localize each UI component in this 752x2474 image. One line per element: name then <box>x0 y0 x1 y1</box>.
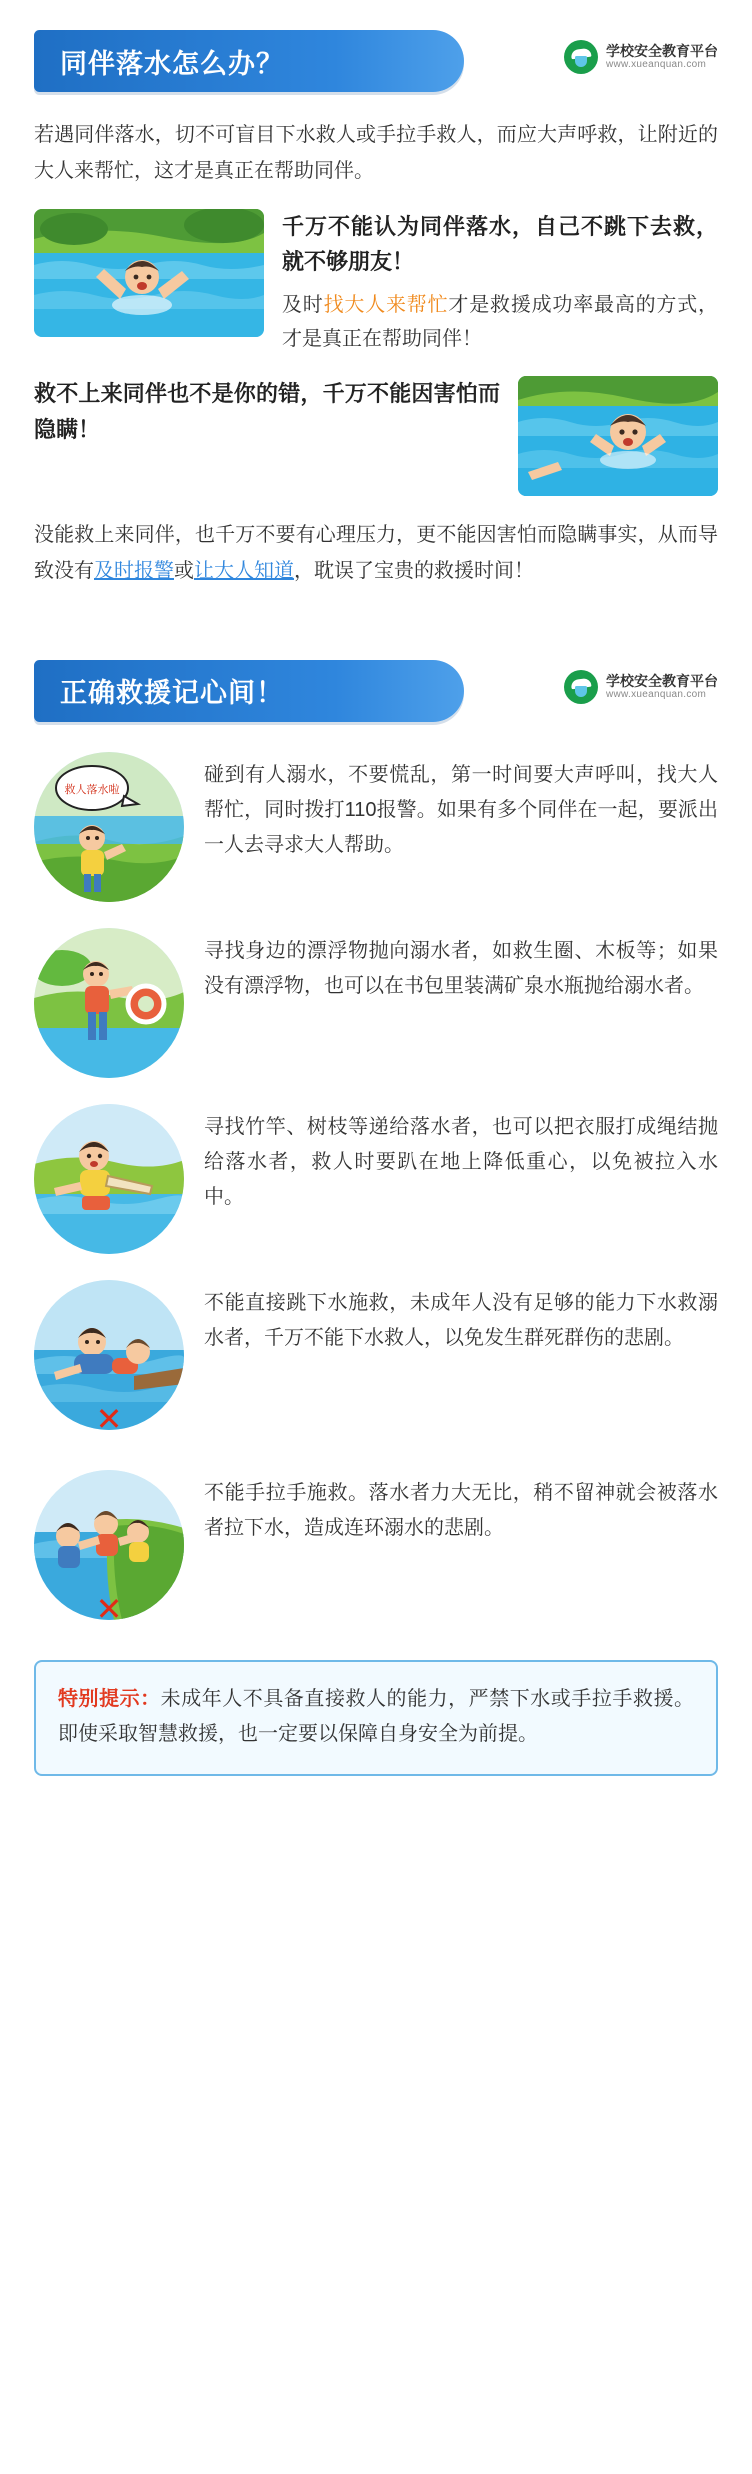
logo-name: 学校安全教育平台 <box>606 43 718 60</box>
list-item-text: 碰到有人溺水，不要慌乱，第一时间要大声呼叫，找大人帮忙，同时拨打110报警。如果有多个同伴在一起，要派出一人去寻求大人帮助。 <box>204 763 718 856</box>
block2-highlight-1: 及时报警 <box>94 559 174 582</box>
illustration-svg <box>34 1104 184 1254</box>
platform-logo <box>564 40 718 74</box>
block2-body-3: ，耽误了宝贵的救援时间！ <box>294 559 534 582</box>
illustration-boy-in-water-crying <box>518 376 718 496</box>
section-header-companion <box>34 30 718 96</box>
special-tip-box <box>34 1660 718 1776</box>
content-block-1 <box>34 209 718 356</box>
content-block-1-text <box>282 209 718 356</box>
block1-body-post: 才是救援成功率最高的方式，才是真正在帮助同伴！ <box>282 293 719 350</box>
list-item-text: 不能手拉手施救。落水者力大无比，稍不留神就会被落水者拉下水，造成连环溺水的悲剧。 <box>204 1481 718 1539</box>
list-item <box>34 1470 718 1627</box>
intro-paragraph: 若遇同伴落水，切不可盲目下水救人或手拉手救人，而应大声呼救，让附近的大人来帮忙，这才是真正在帮助同伴。 <box>34 124 718 182</box>
illustration-svg <box>34 752 184 902</box>
banner-companion <box>34 30 464 92</box>
special-tip-body: 未成年人不具备直接救人的能力，严禁下水或手拉手救援。即使采取智慧救援，也一定要以保障自身安全为前提。 <box>58 1687 695 1745</box>
logo-text <box>606 673 718 701</box>
platform-logo <box>564 670 718 704</box>
list-item-text: 不能直接跳下水施救，未成年人没有足够的能力下水救溺水者，千万不能下水救人，以免发生群死群伤的悲剧。 <box>204 1291 718 1349</box>
illustration-child-drowning-river <box>34 209 264 337</box>
illustration-throwing-lifebuoy <box>34 928 184 1078</box>
logo-url: www.xueanquan.com <box>606 688 707 700</box>
list-item <box>34 928 718 1078</box>
block2-lead: 救不上来同伴也不是你的错，千万不能因害怕而隐瞒！ <box>34 381 500 442</box>
illustration-handing-bamboo-pole <box>34 1104 184 1254</box>
illustration-boy-shouting-for-help <box>34 752 184 902</box>
block2-body-paragraph <box>34 518 718 589</box>
block1-body-pre: 及时 <box>282 293 324 316</box>
list-item <box>34 1104 718 1254</box>
cross-mark-icon: ✕ <box>95 1590 123 1627</box>
banner-rescue <box>34 660 464 722</box>
list-item-text: 寻找身边的漂浮物抛向溺水者，如救生圈、木板等；如果没有漂浮物，也可以在书包里装满矿泉水瓶抛给溺水者。 <box>204 939 718 997</box>
illustration-svg <box>34 209 264 337</box>
list-item <box>34 752 718 902</box>
section-header-rescue <box>34 660 718 726</box>
spacer <box>0 590 752 630</box>
content-block-2 <box>34 376 718 496</box>
list-item-text: 寻找竹竿、树枝等递给落水者，也可以把衣服打成绳结抛给落水者，救人时要趴在地上降低重心，以免被拉入水中。 <box>204 1115 718 1208</box>
logo-text <box>606 43 718 71</box>
cross-mark-icon: ✕ <box>95 1400 123 1437</box>
logo-name: 学校安全教育平台 <box>606 672 718 689</box>
infographic-page <box>0 30 752 2474</box>
block2-body-1: 没能救上来同伴，也千万不要有心理压力，更不能因害怕而隐瞒事实，从而导致没有 <box>34 524 718 582</box>
logo-url: www.xueanquan.com <box>606 59 707 71</box>
special-tip-label: 特别提示： <box>58 1687 161 1710</box>
block2-highlight-2: 让大人知道 <box>194 559 294 582</box>
block1-lead: 千万不能认为同伴落水，自己不跳下去救，就不够朋友！ <box>282 214 718 275</box>
block1-highlight: 找大人来帮忙 <box>323 293 449 316</box>
special-tip-text <box>58 1682 694 1752</box>
illustration-svg <box>518 376 718 496</box>
section-title: 正确救援记心间！ <box>60 678 284 709</box>
illustration-svg <box>34 928 184 1078</box>
shield-leaf-logo-icon <box>564 40 598 74</box>
content-block-2-text <box>34 376 500 454</box>
svg-text:救人落水啦: 救人落水啦 <box>64 782 120 796</box>
block2-body-2: 或 <box>174 559 194 582</box>
shield-leaf-logo-icon <box>564 670 598 704</box>
section-title: 同伴落水怎么办？ <box>60 48 284 79</box>
list-item <box>34 1280 718 1437</box>
